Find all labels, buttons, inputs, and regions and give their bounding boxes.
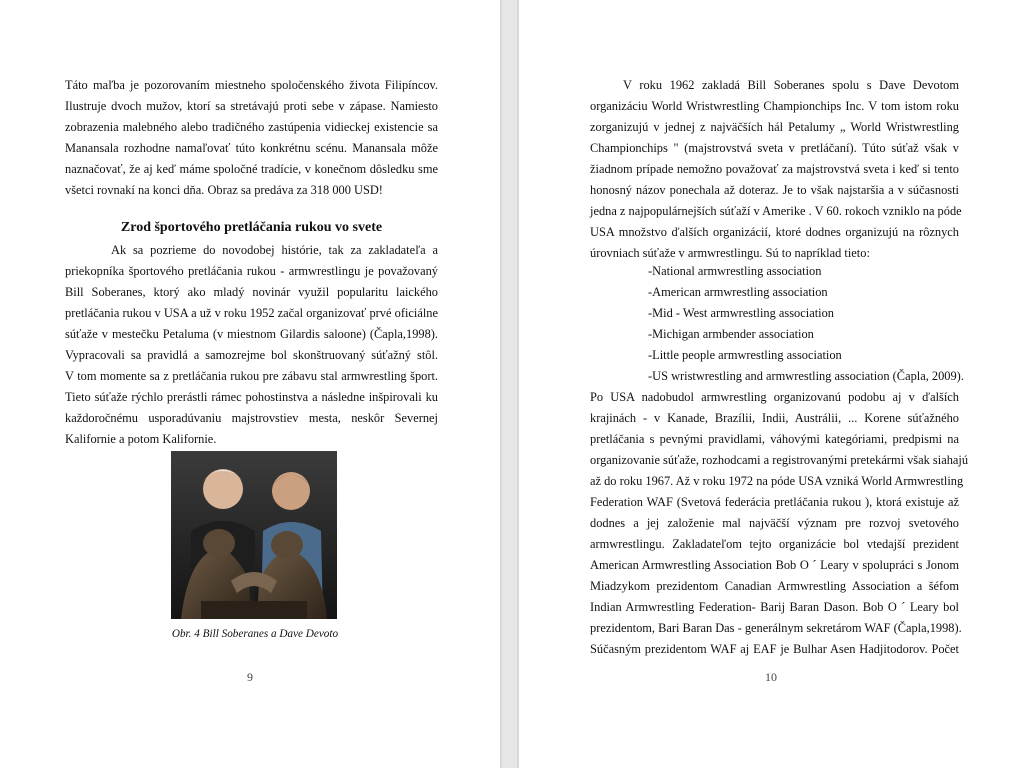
right-text-line: honosný názov ponechala až doteraz. Je to však najstaršia a v súčasnosti (590, 183, 959, 197)
right-text-line: jedna z najpopulárnejších súťaží v Amerike . V 60. rokoch vzniklo na póde (590, 204, 962, 218)
right-text-line: Indian Armwrestling Federation- Barij Baran Dason. Bob O ´ Leary bol (590, 600, 959, 614)
photo-illustration (171, 451, 337, 619)
page-edge-left (500, 0, 502, 768)
left-text-line: Táto maľba je pozorovaním miestneho spoločenského života Filipíncov. (65, 78, 438, 92)
right-text-line: USA množstvo ďalších organizácií, ktoré dodnes organizujú na rôznych (590, 225, 959, 239)
right-text-line: Championchips " (majstrovstvá sveta v pretláčaní). Túto súťaž však v (590, 141, 959, 155)
left-text-line: naznačovať, že aj keď máme spoločné tradície, v konečnom dôsledku sme (65, 162, 438, 176)
left-text-line: Tieto súťaže rýchlo prerástli rámec pohostinstva a následne inšpirovali ku (65, 390, 438, 404)
right-text-line: krajinách - v Kanade, Brazílii, Indii, Austrálii, ... Korene súťažného (590, 411, 959, 425)
right-text-line: American Armwrestling Association Bob O ´ Leary v spolupráci s Jonom (590, 558, 959, 572)
right-text-line: pretláčania s pevnými pravidlami, váhovými kategóriami, predpismi na (590, 432, 959, 446)
left-text-line: Bill Soberanes, ktorý ako mladý novinár využil popularitu laického (65, 285, 438, 299)
right-text-line: armwrestlingu. Zakladateľom tejto organizácie bol vtedajší prezident (590, 537, 959, 551)
page-number: 9 (247, 670, 253, 684)
left-text-line: Ak sa pozrieme do novodobej histórie, tak za zakladateľa a (111, 243, 438, 257)
list-item: -Michigan armbender association (648, 327, 814, 341)
left-text-line: pretláčania rukou v USA a už v roku 1952 začal organizovať prvé oficiálne (65, 306, 438, 320)
right-text-line: Súčasným prezidentom WAF aj EAF je Bulhar Asen Hadjitodorov. Počet (590, 642, 959, 656)
list-item: -National armwrestling association (648, 264, 822, 278)
right-text-line: dodnes a jej založenie mal najväčší význam pre rozvoj svetového (590, 516, 959, 530)
list-item: -Mid - West armwrestling association (648, 306, 834, 320)
right-text-line: Po USA nadobudol armwrestling organizovanú podobu aj v ďalších (590, 390, 959, 404)
list-item: -US wristwrestling and armwrestling association (Čapla, 2009). (648, 369, 964, 383)
right-text-line: organizáciu World Wristwrestling Championchips Inc. V tom istom roku (590, 99, 959, 113)
figure-photo (171, 451, 337, 619)
right-text-line: Federation WAF (Svetová federácia pretláčania rukou ), ktorá existuje až (590, 495, 959, 509)
right-text-line: až do roku 1967. Až v roku 1972 na póde USA vzniká World Armwrestling (590, 474, 964, 488)
left-text-line: každoročnému usporadúvaniu majstrovstiev mesta, neskôr Severnej (65, 411, 438, 425)
right-text-line: organizovanie súťaže, rozhodcami a registrovanými pretekármi však siahajú (590, 453, 969, 467)
page-number: 10 (765, 670, 777, 684)
left-text-line: zobrazenia malebného alebo tradičného zastúpenia vidieckej existencie sa (65, 120, 438, 134)
left-text-line: Ilustruje dvoch mužov, ktorí sa stretávajú proti sebe v zápase. Namiesto (65, 99, 438, 113)
section-heading: Zrod športového pretláčania rukou vo svete (120, 220, 383, 235)
right-text-line: V roku 1962 zakladá Bill Soberanes spolu s Dave Devotom (623, 78, 959, 92)
list-item: -Little people armwrestling association (648, 348, 842, 362)
left-text-line: všetci rovnakí na konci dňa. Obraz sa predáva za 318 000 USD! (65, 183, 383, 197)
left-text-line: Vypracovali sa pravidlá a samozrejme bol skonštruovaný súťažný stôl. (65, 348, 438, 362)
left-text-line: súťaže v mestečku Petaluma (v miestnom Gilardis saloone) (Čapla,1998). (65, 327, 438, 341)
left-text-line: priekopníka športového pretláčania rukou - armwrestlingu je považovaný (65, 264, 438, 278)
right-text-line: úrovniach súťaže v armwrestlingu. Sú to napríklad tieto: (590, 246, 870, 260)
figure-caption: Obr. 4 Bill Soberanes a Dave Devoto (171, 628, 339, 640)
right-text-line: Miadzykom prezidentom Canadian Armwrestling Association a šéfom (590, 579, 959, 593)
list-item: -American armwrestling association (648, 285, 828, 299)
right-text-line: žiadnom prípade nemožno považovať za majstrovstvá sveta i keď si tento (590, 162, 959, 176)
left-text-line: Manansala rozhodne namaľovať túto konkrétnu scénu. Manansala môže (65, 141, 438, 155)
left-text-line: Kalifornie a potom Kalifornie. (65, 432, 217, 446)
left-text-line: V tom momente sa z pretláčania rukou pre zábavu stal armwrestling šport. (65, 369, 438, 383)
right-text-line: prezidentom, Bari Baran Das - generálnym sekretárom WAF (Čapla,1998). (590, 621, 962, 635)
right-text-line: zorganizujú v jednej z najväčších hál Petalumy „ World Wristwrestling (590, 120, 959, 134)
